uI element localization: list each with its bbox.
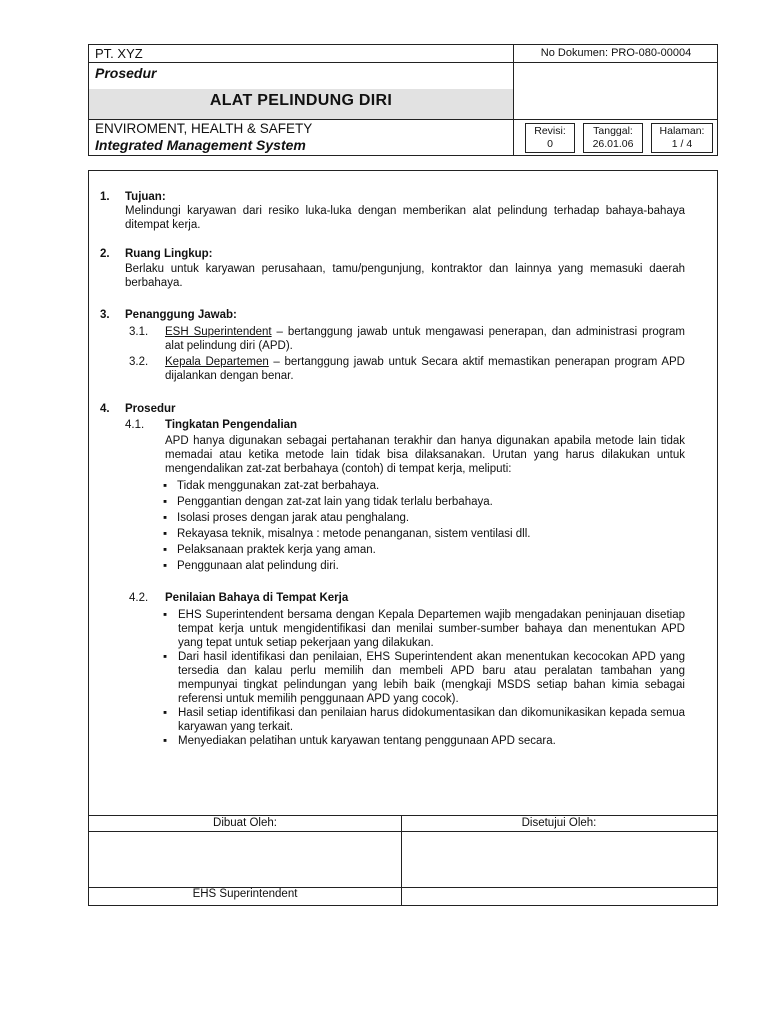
list-item: ▪ EHS Superintendent bersama dengan Kepala Departemen wajib mengadakan peninjauan disetiap tempat kerja untuk mengidentifikasi dan menilai sumber-sumber bahaya dan menentukan APD yang tepat untuk setiap pekerjaan yang dilakukan. [163, 609, 685, 649]
document-type: Prosedur [95, 65, 157, 81]
item-3-2-number: 3.2. [129, 356, 149, 368]
signature-table [88, 815, 718, 906]
sub-4-1-bullet-list [163, 479, 685, 575]
list-item: ▪ Penggunaan alat pelindung diri. [163, 560, 339, 572]
section-3-title: Penanggung Jawab: [125, 309, 237, 321]
list-item: ▪ Rekayasa teknik, misalnya : metode penanganan, sistem ventilasi dll. [163, 528, 531, 540]
list-item: ▪ Pelaksanaan praktek kerja yang aman. [163, 544, 376, 556]
list-item: ▪ Penggantian dengan zat-zat lain yang tidak terlalu berbahaya. [163, 496, 493, 508]
revision-value: 0 [547, 138, 553, 150]
document-header [88, 44, 718, 156]
section-1-number: 1. [100, 191, 110, 203]
sub-4-2-title: Penilaian Bahaya di Tempat Kerja [165, 592, 349, 604]
sub-4-1-title: Tingkatan Pengendalian [165, 419, 298, 431]
list-item: ▪ Menyediakan pelatihan untuk karyawan tentang penggunaan APD secara. [163, 735, 556, 747]
sub-4-2-number: 4.2. [129, 592, 149, 604]
list-item: ▪ Hasil setiap identifikasi dan penilaian harus didokumentasikan dan dikomunikasikan kepada semua karyawan yang terkait. [163, 707, 685, 733]
page-label: Halaman: [659, 125, 705, 137]
list-item: ▪ Dari hasil identifikasi dan penilaian, EHS Superintendent akan menentukan kecocokan APD yang tersedia dan kalau perlu memilih dan membeli APD baru atau peralatan tambahan yang mempunyai tingkat pelindungan yang lebih baik (mengkaji MSDS setiap bahan kimia sebagai referensi untuk memilih penggunaan APD yang cocok). [163, 651, 685, 705]
item-3-2-text: – bertanggung jawab untuk Secara aktif memastikan penerapan program APD dijalankan dengan benar. [165, 356, 685, 382]
date-label: Tanggal: [593, 125, 633, 137]
item-3-1 [165, 325, 685, 353]
item-3-1-role: ESH Superintendent [165, 326, 272, 338]
approved-by-label: Disetujui Oleh: [521, 817, 597, 829]
list-item: ▪ Isolasi proses dengan jarak atau penghalang. [163, 512, 410, 524]
prepared-by-name: EHS Superintendent [192, 888, 298, 900]
section-4-title: Prosedur [125, 403, 176, 415]
prepared-by-label: Dibuat Oleh: [213, 817, 277, 829]
list-item: ▪ Tidak menggunakan zat-zat berbahaya. [163, 480, 380, 492]
date-box [583, 123, 643, 153]
document-number: No Dokumen: PRO-080-00004 [540, 47, 692, 59]
revision-label: Revisi: [534, 125, 566, 137]
sub-4-1-number: 4.1. [125, 419, 145, 431]
section-4-number: 4. [100, 403, 110, 415]
company-name: PT. XYZ [95, 46, 143, 61]
system-name: Integrated Management System [95, 137, 306, 153]
section-2-title: Ruang Lingkup: [125, 248, 213, 260]
page-value: 1 / 4 [671, 138, 693, 150]
item-3-2 [165, 355, 685, 383]
revision-box [525, 123, 575, 153]
sub-4-1-body: APD hanya digunakan sebagai pertahanan terakhir dan hanya digunakan apabila metode lain tidak memadai atau ketika metode lain tidak bisa dilaksanakan. Urutan yang harus dilakukan untuk mengendalikan zat-zat berbahaya (contoh) di tempat kerja, meliputi: [165, 435, 685, 475]
section-1-body: Melindungi karyawan dari resiko luka-luka dengan memberikan alat pelindung terhadap bahaya-bahaya ditempat kerja. [125, 205, 685, 231]
sub-4-2-bullet-list [163, 608, 685, 748]
item-3-1-text: – bertanggung jawab untuk mengawasi penerapan, dan administrasi program alat pelindung diri (APD). [165, 326, 685, 352]
department-name: ENVIROMENT, HEALTH & SAFETY [95, 121, 313, 136]
page-box [651, 123, 713, 153]
section-2-number: 2. [100, 248, 110, 260]
document-title: ALAT PELINDUNG DIRI [209, 92, 393, 109]
item-3-2-role: Kepala Departemen [165, 356, 269, 368]
section-3-number: 3. [100, 309, 110, 321]
section-2-body: Berlaku untuk karyawan perusahaan, tamu/pengunjung, kontraktor dan lainnya yang memasuki daerah berbahaya. [125, 263, 685, 289]
item-3-1-number: 3.1. [129, 326, 149, 338]
date-value: 26.01.06 [592, 138, 634, 150]
section-1-title: Tujuan: [125, 191, 166, 203]
